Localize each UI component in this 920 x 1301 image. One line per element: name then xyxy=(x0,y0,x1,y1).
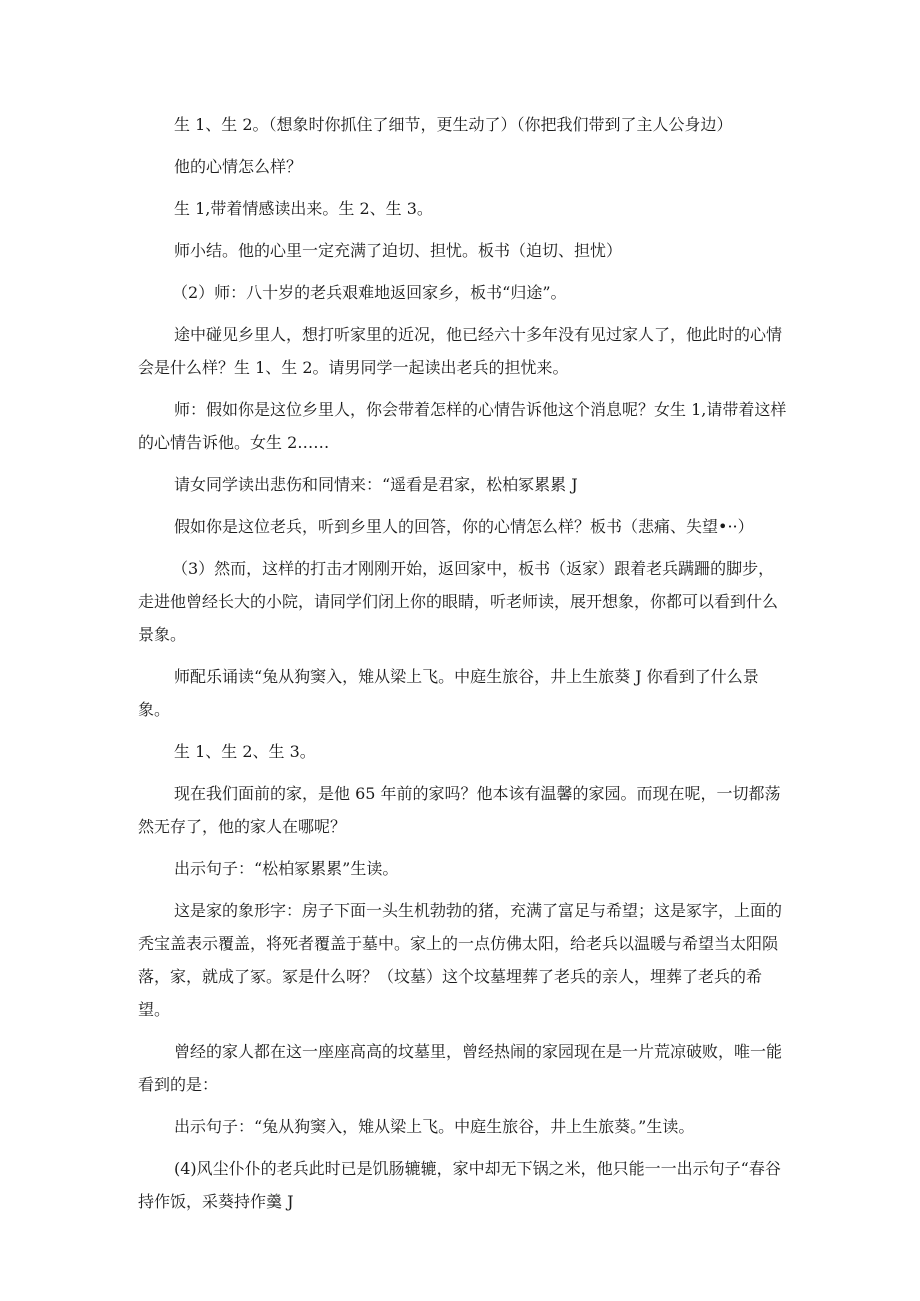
paragraph-13: 现在我们面前的家，是他 65 年前的家吗？他本该有温馨的家园。而现在呢，一切都荡然无存了，他的家人在哪呢？ xyxy=(138,784,781,836)
paragraph-1: 生 1、生 2。（想象时你抓住了细节，更生动了）（你把我们带到了主人公身边） xyxy=(174,115,733,134)
paragraph-9: 假如你是这位老兵，听到乡里人的回答，你的心情怎么样？板书（悲痛、失望•··） xyxy=(174,517,754,536)
paragraph-7: 师：假如你是这位乡里人，你会带着怎样的心情告诉他这个消息呢？女生 1,请带着这样的心情告诉他。女生 2…… xyxy=(138,400,787,452)
paragraph-15: 这是家的象形字：房子下面一头生机勃勃的猪，充满了富足与希望；这是冢字，上面的秃宝盖表示覆盖，将死者覆盖于墓中。家上的一点仿佛太阳，给老兵以温暖与希望当太阳陨落，家，就成了冢。冢是什么呀？（坟墓）这个坟墓埋葬了老兵的亲人，埋葬了老兵的希望。 xyxy=(138,901,783,1019)
paragraph-5: （2）师：八十岁的老兵艰难地返回家乡，板书“归途”。 xyxy=(172,283,567,302)
paragraph-2: 他的心情怎么样？ xyxy=(174,157,303,176)
paragraph-14: 出示句子：“松柏冢累累”生读。 xyxy=(174,859,399,878)
paragraph-11: 师配乐诵读“兔从狗窦入，雉从梁上飞。中庭生旅谷，井上生旅葵 J 你看到了什么景象。 xyxy=(138,667,759,719)
paragraph-8: 请女同学读出悲伤和同情来：“遥看是君家，松柏冢累累 J xyxy=(174,475,578,494)
paragraph-6: 途中碰见乡里人，想打听家里的近况，他已经六十多年没有见过家人了，他此时的心情会是什么样？生 1、生 2。请男同学一起读出老兵的担忧来。 xyxy=(138,325,783,377)
paragraph-3: 生 1,带着情感读出来。生 2、生 3。 xyxy=(174,199,433,218)
paragraph-4: 师小结。他的心里一定充满了迫切、担忧。板书（迫切、担忧） xyxy=(174,241,623,260)
paragraph-12: 生 1、生 2、生 3。 xyxy=(174,742,316,761)
paragraph-10: （3）然而，这样的打击才刚刚开始，返回家中，板书（返家）跟着老兵蹒跚的脚步，走进他曾经长大的小院，请同学们闭上你的眼睛，听老师读，展开想象，你都可以看到什么景象。 xyxy=(138,559,779,644)
document-body xyxy=(138,108,790,1227)
paragraph-16: 曾经的家人都在这一座座高高的坟墓里，曾经热闹的家园现在是一片荒凉破败，唯一能看到的是： xyxy=(138,1042,783,1094)
paragraph-17: 出示句子：“兔从狗窦入，雉从梁上飞。中庭生旅谷，井上生旅葵。”生读。 xyxy=(174,1117,695,1136)
paragraph-18: (4)风尘仆仆的老兵此时已是饥肠辘辘，家中却无下锅之米，他只能一一出示句子“春谷持作饭，采葵持作羹 J xyxy=(138,1159,781,1211)
